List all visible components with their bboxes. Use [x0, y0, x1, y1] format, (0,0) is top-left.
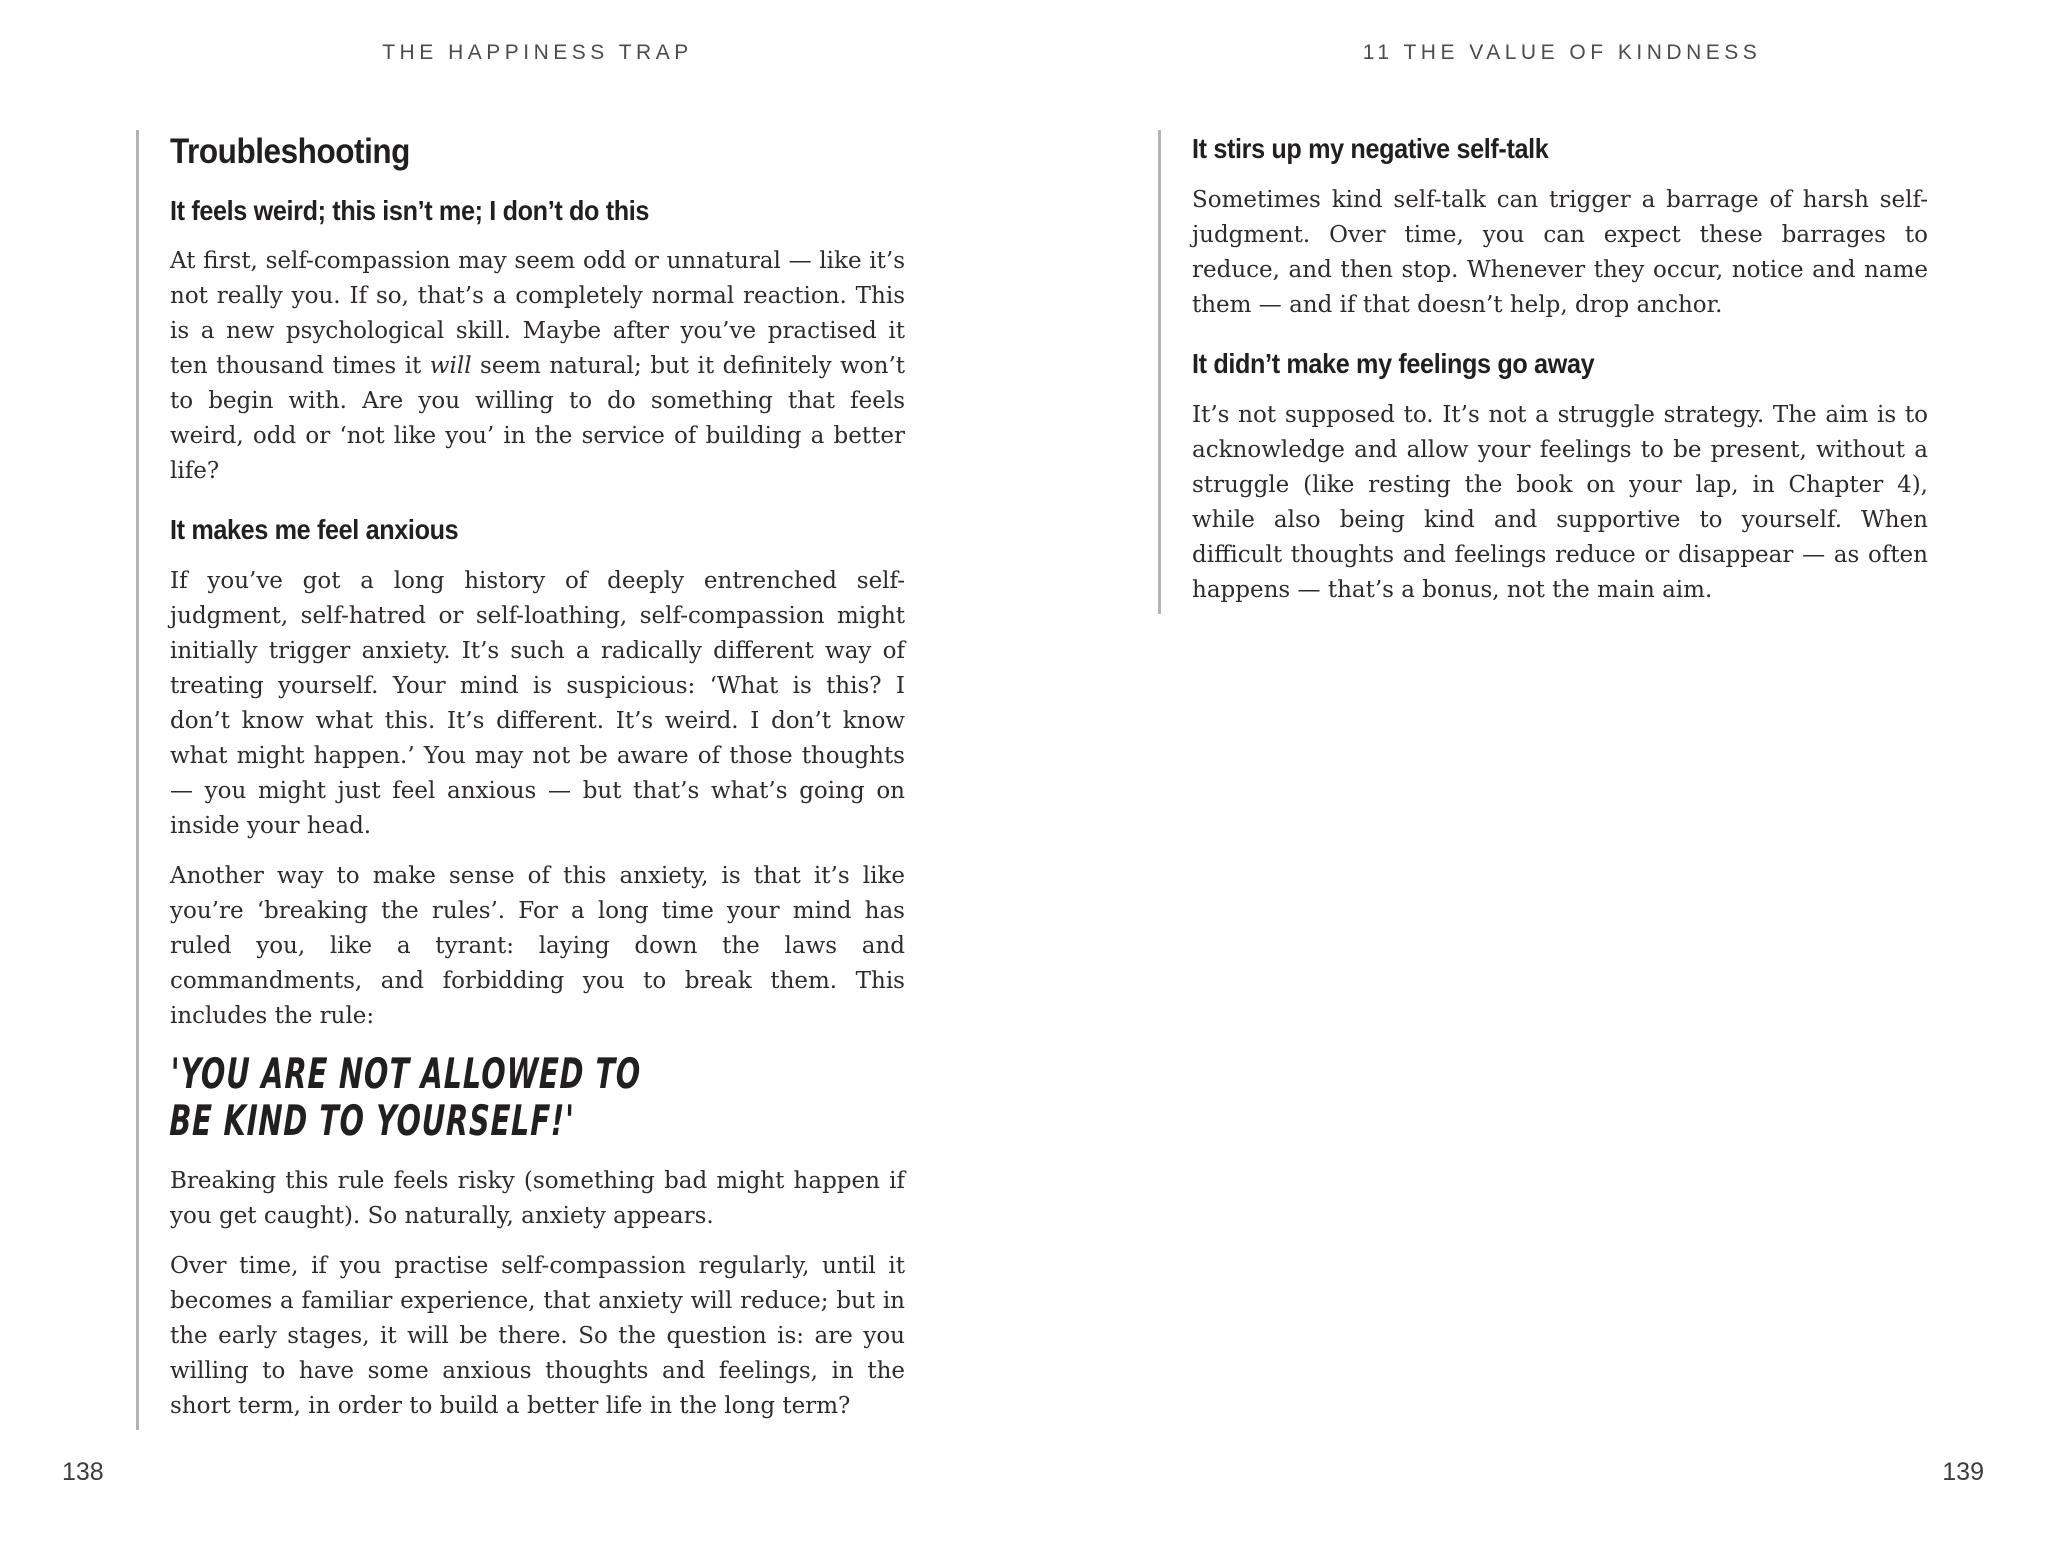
section-heading-feels-weird: It feels weird; this isn’t me; I don’t do this [170, 194, 650, 226]
section-heading-self-talk: It stirs up my negative self-talk [1192, 133, 1549, 164]
running-head-right: 11 THE VALUE OF KINDNESS [1362, 41, 1762, 64]
body-paragraph: Another way to make sense of this anxiety, is that it’s like you’re ‘breaking the rules’. For a long time your mind has ruled you, like a tyrant: laying down the laws and commandments, and forbidding you to break them. This includes the rule: [170, 863, 905, 1030]
body-paragraph: Sometimes kind self-talk can trigger a barrage of harsh self-judgment. Over time, you can expect these barrages to reduce, and then stop. Whenever they occur, notice and name them — and if that doesn’t help, drop anchor. [1192, 186, 1928, 318]
section-heading-anxious: It makes me feel anxious [170, 514, 459, 546]
right-text-column [1158, 130, 1928, 614]
body-paragraph: Breaking this rule feels risky (something bad might happen if you get caught). So naturally, anxiety appears. [170, 1168, 905, 1230]
left-text-column [136, 130, 905, 1430]
body-paragraph: Over time, if you practise self-compassion regularly, until it becomes a familiar experience, that anxiety will reduce; but in the early stages, it will be there. So the question is: are you willing to have some anxious thoughts and feelings, in the short term, in order to build a better life in the long term? [170, 1253, 905, 1420]
rule-quote [169, 1050, 671, 1144]
page-number-left: 138 [62, 1458, 104, 1486]
running-head-left: THE HAPPINESS TRAP [382, 41, 693, 64]
body-paragraph: If you’ve got a long history of deeply entrenched self-judgment, self-hatred or self-loathing, self-compassion might initially trigger anxiety. It’s such a radically different way of treating yourself. Your mind is suspicious: ‘What is this? I don’t know what this. It’s different. It’s weird. I don’t know what might happen.’ You may not be aware of those thoughts — you might just feel anxious — but that’s what’s going on inside your head. [170, 568, 905, 840]
section-heading-feelings: It didn’t make my feelings go away [1192, 347, 1595, 379]
page-number-right: 139 [1942, 1458, 1984, 1486]
rule-quote-line1: 'YOU ARE NOT ALLOWED TO [169, 1049, 642, 1099]
page-title: Troubleshooting [170, 132, 410, 171]
rule-quote-line2: BE KIND TO YOURSELF!' [168, 1096, 576, 1146]
body-paragraph: It’s not supposed to. It’s not a struggle strategy. The aim is to acknowledge and allow your feelings to be present, without a struggle (like resting the book on your lap, in Chapter 4), while also being kind and supportive to yourself. When difficult thoughts and feelings reduce or disappear — as often happens — that’s a bonus, not the main aim. [1192, 401, 1928, 603]
body-paragraph: At first, self-compassion may seem odd or unnatural — like it’s not really you. If so, that’s a completely normal reaction. This is a new psychological skill. Maybe after you’ve practised it ten thousand times it will seem natural; but it definitely won’t to begin with. Are you willing to do something that feels weird, odd or ‘not like you’ in the service of building a better life? [170, 248, 906, 485]
